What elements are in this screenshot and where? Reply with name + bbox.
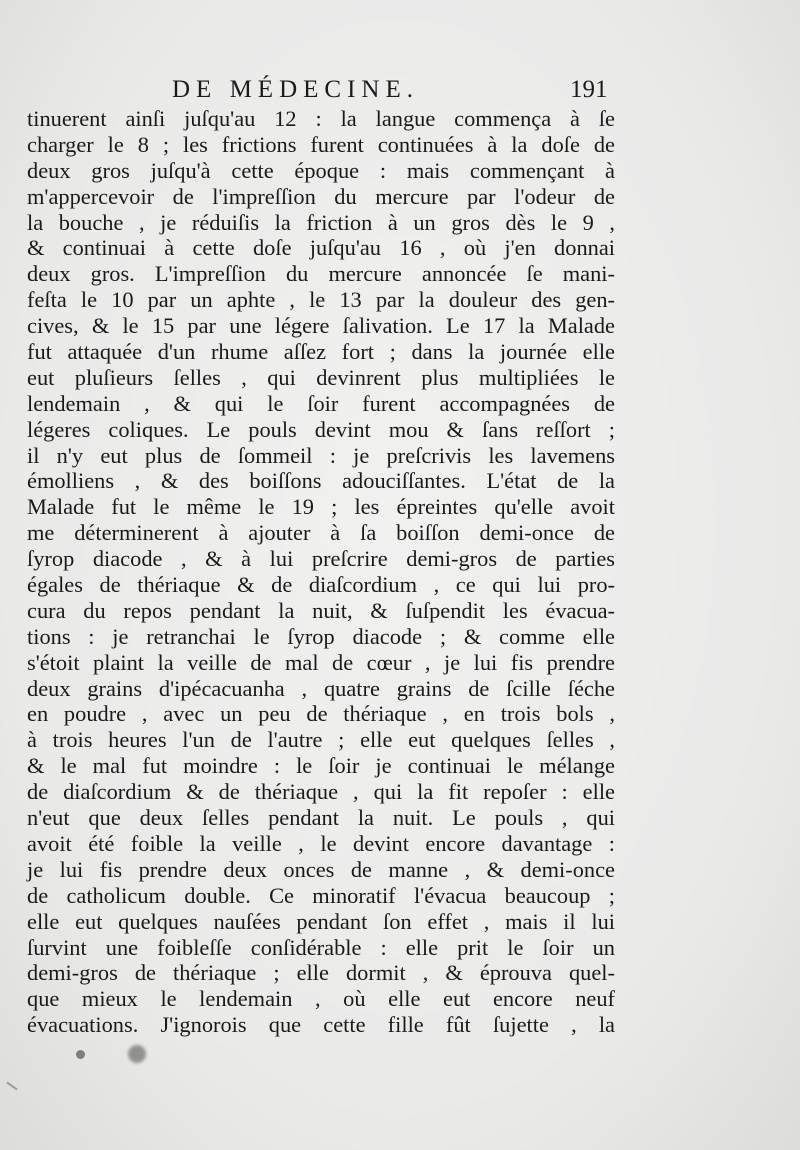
ink-spot [128, 1045, 146, 1063]
text-line: deux gros juſqu'à cette époque : mais commençant à [27, 157, 615, 183]
body-text [27, 106, 615, 1038]
text-line: en poudre , avec un peu de thériaque , en trois bols , [27, 701, 615, 727]
running-head [0, 72, 800, 108]
text-line: fut attaquée d'un rhume aſſez fort ; dans la journée elle [27, 339, 615, 365]
text-line: m'appercevoir de l'impreſſion du mercure par l'odeur de [27, 183, 615, 209]
running-title: DE MÉDECINE. [172, 76, 419, 103]
text-line: que mieux le lendemain , où elle eut encore neuf [27, 986, 615, 1012]
text-line: de diaſcordium & de thériaque , qui la fit repoſer : elle [27, 779, 615, 805]
text-line: avoit été foible la veille , le devint encore davantage : [27, 830, 615, 856]
text-line: eut pluſieurs ſelles , qui devinrent plus multipliées le [27, 364, 615, 390]
text-line: deux gros. L'impreſſion du mercure annoncée ſe mani- [27, 261, 615, 287]
text-line: légeres coliques. Le pouls devint mou & ſans reſſort ; [27, 416, 615, 442]
page-number: 191 [570, 76, 608, 103]
text-line: tinuerent ainſi juſqu'au 12 : la langue commença à ſe [27, 106, 615, 131]
text-line: elle eut quelques nauſées pendant ſon effet , mais il lui [27, 908, 615, 934]
text-line: la bouche , je réduiſis la friction à un gros dès le 9 , [27, 209, 615, 235]
text-line: & le mal fut moindre : le ſoir je continuai le mélange [27, 753, 615, 779]
text-line: tions : je retranchai le ſyrop diacode ; & comme elle [27, 623, 615, 649]
text-line: ſyrop diacode , & à lui preſcrire demi-gros de parties [27, 546, 615, 572]
text-line: s'étoit plaint la veille de mal de cœur , je lui fis prendre [27, 649, 615, 675]
ink-spot [76, 1050, 85, 1059]
text-line: feſta le 10 par un aphte , le 13 par la douleur des gen- [27, 287, 615, 313]
text-line: cura du repos pendant la nuit, & ſuſpendit les évacua- [27, 597, 615, 623]
page-edge-mark [7, 1082, 18, 1091]
text-line: & continuai à cette doſe juſqu'au 16 , où j'en donnai [27, 235, 615, 261]
text-line: évacuations. J'ignorois que cette fille fût ſujette , la [27, 1012, 615, 1038]
text-line: émolliens , & des boiſſons adouciſſantes. L'état de la [27, 468, 615, 494]
text-line: charger le 8 ; les frictions furent continuées à la doſe de [27, 131, 615, 157]
text-line: n'eut que deux ſelles pendant la nuit. Le pouls , qui [27, 805, 615, 831]
text-line: me déterminerent à ajouter à ſa boiſſon demi-once de [27, 520, 615, 546]
text-line: demi-gros de thériaque ; elle dormit , & éprouva quel- [27, 960, 615, 986]
text-line: à trois heures l'un de l'autre ; elle eut quelques ſelles , [27, 727, 615, 753]
text-line: Malade fut le même le 19 ; les épreintes qu'elle avoit [27, 494, 615, 520]
text-line: lendemain , & qui le ſoir furent accompagnées de [27, 390, 615, 416]
text-line: de catholicum double. Ce minoratif l'évacua beaucoup ; [27, 882, 615, 908]
text-line: ſurvint une foibleſſe conſidérable : elle prit le ſoir un [27, 934, 615, 960]
text-line: il n'y eut plus de ſommeil : je preſcrivis les lavemens [27, 442, 615, 468]
text-line: cives, & le 15 par une légere ſalivation. Le 17 la Malade [27, 313, 615, 339]
text-line: égales de thériaque & de diaſcordium , ce qui lui pro- [27, 572, 615, 598]
text-line: je lui fis prendre deux onces de manne , & demi-once [27, 856, 615, 882]
text-line: deux grains d'ipécacuanha , quatre grains de ſcille ſéche [27, 675, 615, 701]
